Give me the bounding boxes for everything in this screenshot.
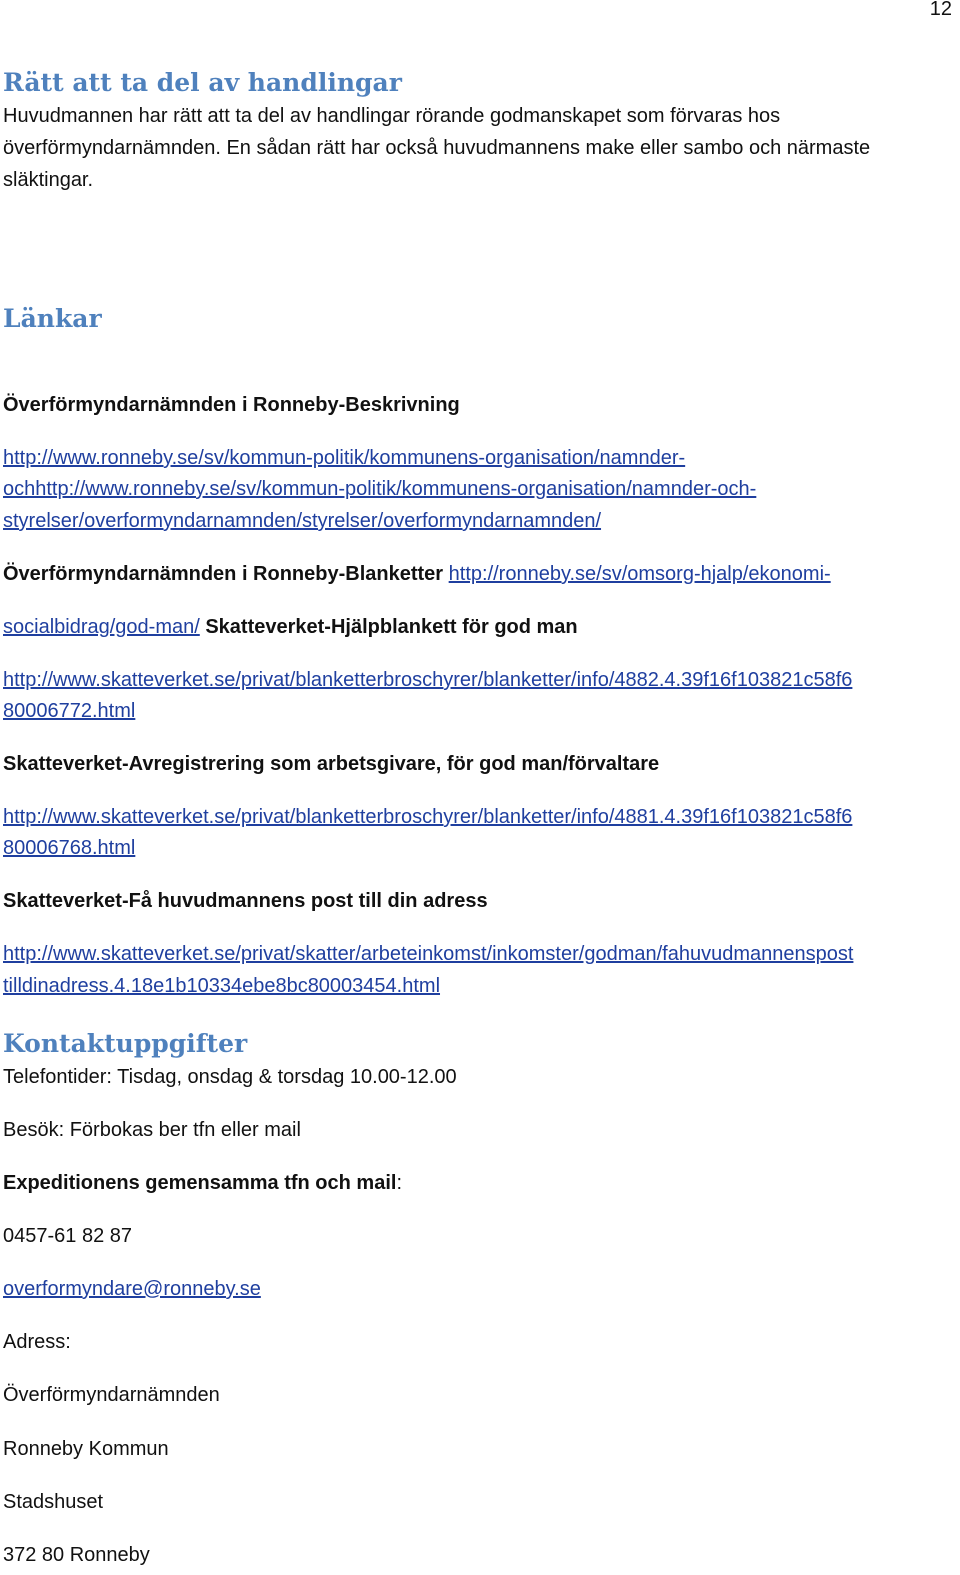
beskrivning-link[interactable]: http://www.ronneby.se/sv/kommun-politik/kommunens-organisation/namnder- [3, 447, 686, 469]
rights-paragraph-line: släktingar. [3, 169, 94, 191]
address-line: Ronneby Kommun [3, 1438, 169, 1460]
hjalpblankett-link[interactable]: http://www.skatteverket.se/privat/blanketterbroschyrer/blanketter/info/4882.4.39f16f103821c58f6 [3, 669, 853, 691]
post-link[interactable]: http://www.skatteverket.se/privat/skatter/arbeteinkomst/inkomster/godman/fahuvudmannenspost [3, 943, 854, 965]
expedition-line [3, 1171, 402, 1195]
address-label: Adress: [3, 1331, 71, 1353]
avregistrering-label: Skatteverket-Avregistrering som arbetsgivare, för god man/förvaltare [3, 753, 660, 775]
beskrivning-link-line [3, 446, 685, 470]
blanketter-link[interactable]: socialbidrag/god-man/ [3, 616, 200, 638]
hjalpblankett-link-line [3, 668, 852, 692]
avregistrering-link-line [3, 805, 852, 829]
page-number: 12 [929, 0, 952, 20]
email-line [3, 1277, 261, 1301]
beskrivning-link[interactable]: styrelser/overformyndarnamnden/styrelser/overformyndarnamnden/ [3, 510, 602, 532]
post-link-line [3, 942, 853, 966]
hjalpblankett-label: Skatteverket-Hjälpblankett för god man [205, 616, 578, 638]
phone-hours: Telefontider: Tisdag, onsdag & torsdag 10.00-12.00 [3, 1066, 457, 1088]
avregistrering-link[interactable]: 80006768.html [3, 837, 136, 859]
hjalpblankett-line [3, 615, 578, 639]
beskrivning-link-line [3, 509, 601, 533]
rights-heading: Rätt att ta del av handlingar [3, 68, 402, 97]
beskrivning-link[interactable]: ochhttp://www.ronneby.se/sv/kommun-politik/kommunens-organisation/namnder-och- [3, 478, 757, 500]
phone-number: 0457-61 82 87 [3, 1225, 133, 1247]
beskrivning-label: Överförmyndarnämnden i Ronneby-Beskrivning [3, 394, 460, 416]
beskrivning-link-line [3, 477, 756, 501]
contact-heading: Kontaktuppgifter [3, 1029, 248, 1058]
blanketter-line [3, 562, 831, 586]
hjalpblankett-link-line [3, 699, 135, 723]
avregistrering-link-line [3, 836, 135, 860]
rights-paragraph-line: överförmyndarnämnden. En sådan rätt har också huvudmannens make eller sambo och närmaste [3, 137, 871, 159]
visit-info: Besök: Förbokas ber tfn eller mail [3, 1119, 301, 1141]
post-link-line [3, 974, 440, 998]
expedition-colon: : [396, 1172, 402, 1194]
post-link[interactable]: tilldinadress.4.18e1b10334ebe8bc80003454.html [3, 975, 441, 997]
address-line: 372 80 Ronneby [3, 1544, 150, 1566]
address-line: Överförmyndarnämnden [3, 1384, 220, 1406]
rights-paragraph-line: Huvudmannen har rätt att ta del av handlingar rörande godmanskapet som förvaras hos [3, 105, 781, 127]
expedition-label: Expeditionens gemensamma tfn och mail [3, 1172, 397, 1194]
blanketter-link[interactable]: http://ronneby.se/sv/omsorg-hjalp/ekonomi- [448, 563, 831, 585]
hjalpblankett-link[interactable]: 80006772.html [3, 700, 136, 722]
address-line: Stadshuset [3, 1491, 104, 1513]
avregistrering-link[interactable]: http://www.skatteverket.se/privat/blanketterbroschyrer/blanketter/info/4881.4.39f16f103821c58f6 [3, 806, 853, 828]
links-heading: Länkar [3, 304, 102, 333]
blanketter-label: Överförmyndarnämnden i Ronneby-Blanketter [3, 563, 444, 585]
email-link[interactable]: overformyndare@ronneby.se [3, 1278, 261, 1300]
post-label: Skatteverket-Få huvudmannens post till din adress [3, 890, 488, 912]
